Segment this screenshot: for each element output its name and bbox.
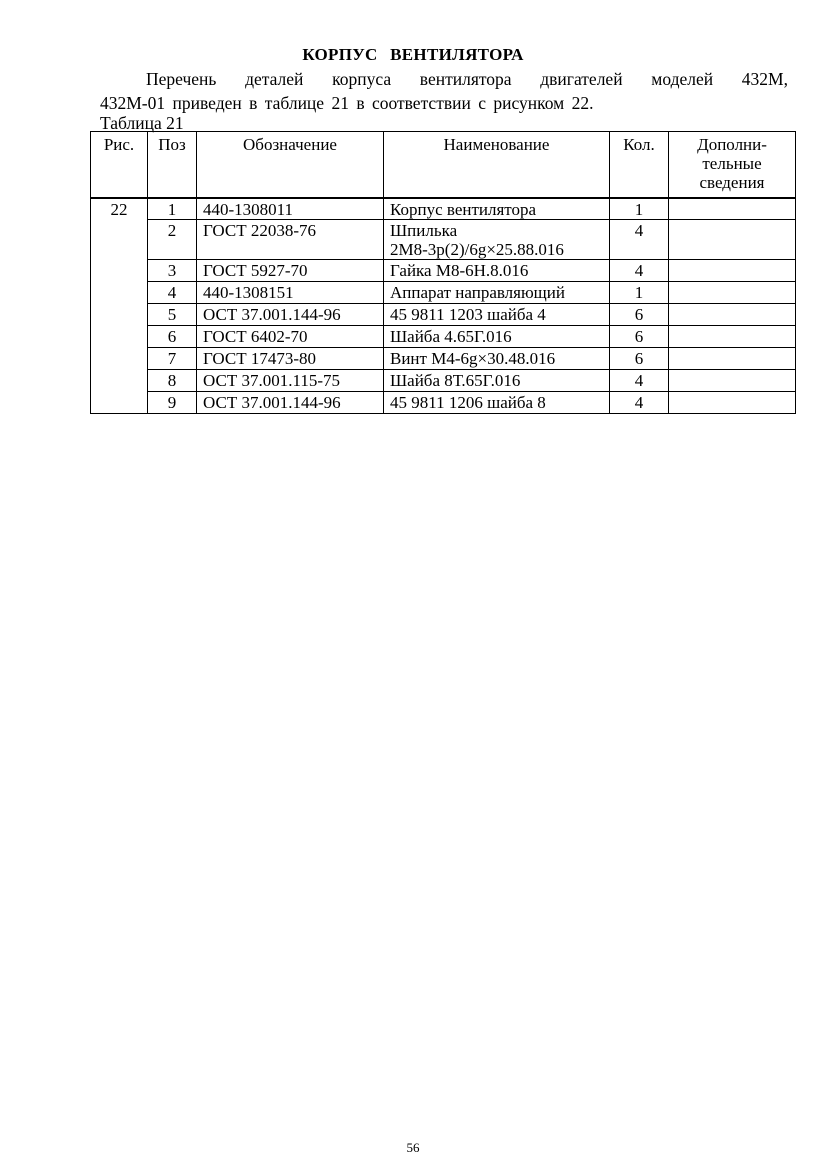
cell-name: [384, 392, 610, 414]
cell-poz: 9: [148, 392, 197, 414]
cell-poz: 7: [148, 348, 197, 370]
header-qty: Кол.: [610, 132, 669, 198]
cell-extra: [669, 198, 796, 220]
table-row: [91, 348, 796, 370]
cell-name: [384, 370, 610, 392]
header-ris: Рис.: [91, 132, 148, 198]
page-title: КОРПУС ВЕНТИЛЯТОРА: [302, 45, 524, 64]
table-row: [91, 282, 796, 304]
cell-qty: 4: [610, 220, 669, 260]
cell-qty: 1: [610, 282, 669, 304]
cell-qty: 1: [610, 198, 669, 220]
cell-qty: 6: [610, 304, 669, 326]
cell-name: [384, 326, 610, 348]
cell-extra: [669, 348, 796, 370]
cell-name: [384, 198, 610, 220]
cell-name: [384, 260, 610, 282]
cell-name-line-1: Винт М4-6g×30.48.016: [390, 349, 556, 368]
cell-qty: 4: [610, 370, 669, 392]
cell-name: [384, 348, 610, 370]
cell-name: [384, 220, 610, 260]
intro-paragraph-line-2: 432М-01 приведен в таблице 21 в соответствии с рисунком 22.: [100, 93, 594, 113]
cell-poz: 1: [148, 198, 197, 220]
cell-name: [384, 304, 610, 326]
table-row: [91, 392, 796, 414]
cell-poz: 8: [148, 370, 197, 392]
table-row: [91, 260, 796, 282]
table-header: [91, 132, 796, 198]
cell-designation: ОСТ 37.001.115-75: [197, 370, 384, 392]
cell-extra: [669, 370, 796, 392]
table-header-row: [91, 132, 796, 198]
table-row: [91, 326, 796, 348]
cell-name-line-1: Шайба 8Т.65Г.016: [390, 371, 521, 390]
cell-extra: [669, 392, 796, 414]
intro-paragraph-line-1: Перечень деталей корпуса вентилятора двигателей моделей 432М,: [146, 69, 788, 89]
cell-poz: 4: [148, 282, 197, 304]
cell-poz: 6: [148, 326, 197, 348]
cell-name: [384, 282, 610, 304]
table-row: [91, 220, 796, 260]
parts-table: [90, 131, 796, 414]
cell-name-line-1: Шпилька: [390, 221, 458, 240]
cell-designation: ОСТ 37.001.144-96: [197, 392, 384, 414]
cell-qty: 6: [610, 348, 669, 370]
table-row: [91, 304, 796, 326]
header-extra-line-2: тельные: [702, 154, 762, 173]
header-extra: [669, 132, 796, 198]
cell-poz: 5: [148, 304, 197, 326]
header-designation: Обозначение: [197, 132, 384, 198]
cell-designation: ОСТ 37.001.144-96: [197, 304, 384, 326]
cell-qty: 4: [610, 392, 669, 414]
table-body: [91, 198, 796, 414]
cell-poz: 2: [148, 220, 197, 260]
page-number: 56: [406, 1140, 420, 1155]
cell-qty: 6: [610, 326, 669, 348]
cell-designation: 440-1308151: [197, 282, 384, 304]
cell-extra: [669, 220, 796, 260]
cell-name-line-1: Аппарат направляющий: [390, 283, 565, 302]
cell-extra: [669, 326, 796, 348]
cell-extra: [669, 260, 796, 282]
cell-name-line-1: 45 9811 1203 шайба 4: [390, 305, 546, 324]
cell-designation: ГОСТ 22038-76: [197, 220, 384, 260]
cell-name-line-1: Гайка М8-6Н.8.016: [390, 261, 529, 280]
header-name: Наименование: [384, 132, 610, 198]
table-caption: Таблица 21: [100, 113, 184, 133]
cell-extra: [669, 304, 796, 326]
table-row: [91, 198, 796, 220]
table-row: [91, 370, 796, 392]
cell-qty: 4: [610, 260, 669, 282]
header-poz: Поз: [148, 132, 197, 198]
cell-designation: ГОСТ 17473-80: [197, 348, 384, 370]
header-extra-line-3: сведения: [699, 173, 765, 192]
cell-extra: [669, 282, 796, 304]
cell-designation: ГОСТ 6402-70: [197, 326, 384, 348]
header-extra-line-1: Дополни-: [697, 135, 767, 154]
cell-name-line-2: 2М8-3р(2)/6g×25.88.016: [390, 240, 564, 259]
cell-designation: 440-1308011: [197, 198, 384, 220]
cell-name-line-1: 45 9811 1206 шайба 8: [390, 393, 546, 412]
cell-poz: 3: [148, 260, 197, 282]
cell-designation: ГОСТ 5927-70: [197, 260, 384, 282]
cell-name-line-1: Корпус вентилятора: [390, 199, 537, 219]
cell-name-line-1: Шайба 4.65Г.016: [390, 327, 512, 346]
cell-figure: 22: [91, 198, 148, 414]
